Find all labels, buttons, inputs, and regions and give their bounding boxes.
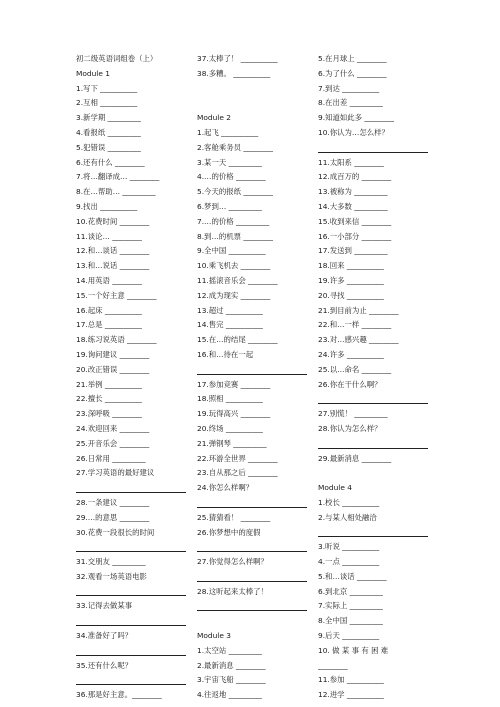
- answer-line: [197, 496, 315, 511]
- spacer: [197, 96, 315, 111]
- section-heading: Module 2: [197, 113, 231, 123]
- vocab-item: 28.一条建议 ________: [76, 497, 150, 507]
- vocab-item: 26.你在干什么啊？: [318, 379, 382, 389]
- vocab-item: 23.深呼吸 ________: [76, 409, 142, 419]
- vocab-item: 20.终场 __________: [197, 423, 263, 433]
- vocab-item: 6.到北京 _________: [318, 586, 383, 596]
- vocab-item: 10.乘飞机去 ________: [197, 261, 271, 271]
- vocab-item: 25.猜猜看！ ________: [197, 512, 271, 522]
- vocab-item: 4.往返地 _________: [197, 690, 262, 700]
- vocab-item: 28.你认为怎么样？: [318, 423, 382, 433]
- vocab-item: 2.互相 __________: [76, 98, 138, 108]
- vocab-item: 9.全中国 __________: [197, 246, 266, 256]
- vocab-item: 7.实际上 _________: [318, 601, 383, 611]
- vocab-item: 22.和…一样 ________: [318, 320, 392, 330]
- vocab-item: 3.听说 __________: [318, 542, 380, 552]
- vocab-item: 34.准备好了吗？: [76, 631, 133, 641]
- vocab-item: 7.将…翻译成… ________: [76, 172, 160, 182]
- vocab-item: 24.欢迎回来 ________: [76, 423, 150, 433]
- vocab-item: 12.进学 __________: [318, 690, 384, 700]
- vocab-item: 19.许多 __________: [318, 275, 384, 285]
- vocab-item: 4.看报纸 _________: [76, 127, 141, 137]
- vocab-item: 1.写下 __________: [76, 83, 138, 93]
- answer-line: [318, 437, 436, 452]
- vocab-item: 3.宇宙飞船 ________: [197, 675, 266, 685]
- spacer: [197, 614, 315, 629]
- vocab-item: 14.大多数 _________: [318, 201, 388, 211]
- vocab-item: 17.参加竞赛 ________: [197, 379, 271, 389]
- vocab-item: 10.花费时间 ________: [76, 216, 150, 226]
- vocab-item: 8.在…帮助… _________: [76, 187, 156, 197]
- vocab-item: 11.参加 __________: [318, 675, 384, 685]
- vocab-item: 13.超过 __________: [197, 305, 263, 315]
- vocab-item: 15.一个好主意 ________: [76, 290, 157, 300]
- vocab-item: 7.到达 __________: [318, 83, 380, 93]
- vocab-item: 25.开音乐会 ________: [76, 438, 150, 448]
- vocab-item: 11.太阳系 ________: [318, 157, 384, 167]
- vocab-item: 2.最新消息 ________: [197, 660, 266, 670]
- vocab-item: 12.成为现实 ________: [197, 290, 271, 300]
- vocab-item: 5.和…谈话 ________: [318, 571, 387, 581]
- vocab-item: 4.…的价格 ________: [197, 172, 266, 182]
- vocab-item: 14.用英语 ________: [76, 275, 142, 285]
- vocab-item: 37.太棒了！ __________: [197, 54, 278, 63]
- section-heading: 初二级英语词组卷（上）: [76, 54, 158, 63]
- vocab-item: 27.你觉得怎么样啊？: [197, 557, 268, 567]
- section-heading: Module 1: [76, 68, 110, 78]
- vocab-item: 35.还有什么呢？: [76, 660, 133, 670]
- answer-line: [76, 644, 194, 659]
- vocab-item: 16.起床 __________: [76, 305, 142, 315]
- vocab-item: 9.找出 __________: [76, 201, 138, 211]
- vocab-item: 1.太空站 _________: [197, 645, 262, 655]
- vocab-item: 29.最新消息 ________: [318, 453, 392, 463]
- vocab-item: 1.起飞 __________: [197, 127, 259, 137]
- vocab-item: 5.在月球上 ________: [318, 54, 387, 63]
- vocab-item: 15.收到来信 ________: [318, 216, 392, 226]
- vocab-item: 18.回来 __________: [318, 261, 384, 271]
- vocab-item: 4.一点 __________: [318, 557, 380, 567]
- vocab-item: 8.在出差 _________: [318, 98, 383, 108]
- vocab-item: 28.这听起来太棒了！: [197, 586, 268, 596]
- vocab-item: 14.售完 __________: [197, 320, 263, 330]
- vocab-item: 27.别慌！ _________: [318, 409, 388, 419]
- vocab-item: 5.今天的报纸 ________: [197, 187, 273, 197]
- spacer: [197, 82, 315, 97]
- vocab-item: 15.在…的结尾 ________: [197, 335, 278, 345]
- vocab-item: 26.你梦想中的度假: [197, 527, 261, 537]
- vocab-item: 23.自从那之后 ________: [197, 468, 278, 478]
- vocab-item: 11.谈论… ________: [76, 231, 142, 241]
- vocab-item: 8.全中国 _________: [318, 616, 383, 626]
- vocab-item: 29.…的意思 ________: [76, 512, 150, 522]
- vocab-item: ________: [318, 660, 348, 670]
- vocab-item: 6.还有什么 ________: [76, 157, 145, 167]
- vocab-item: 6.为了什么 ________: [318, 68, 387, 78]
- vocab-item: 2.与某人相处融洽: [318, 512, 377, 522]
- vocab-item: 30.花费一段很长的时间: [76, 527, 155, 537]
- vocab-item: 20.改正错误 ________: [76, 364, 150, 374]
- section-heading: Module 3: [197, 631, 231, 641]
- vocab-item: 24.你怎么样啊？: [197, 483, 254, 493]
- vocab-item: 12.和…谈话 ________: [76, 246, 150, 256]
- vocab-item: 17.发送到 _________: [318, 246, 388, 256]
- vocab-item: 11.摇滚音乐会 ________: [197, 275, 278, 285]
- vocab-item: 16.一小部分 ________: [318, 231, 392, 241]
- column-1: [76, 52, 194, 703]
- vocab-item: 12.成百万的 ________: [318, 172, 392, 182]
- vocab-item: 19.玩得高兴 ________: [197, 409, 271, 419]
- column-3: [318, 52, 436, 703]
- answer-line: [197, 540, 315, 555]
- section-heading: Module 4: [318, 483, 352, 493]
- answer-line: [197, 570, 315, 585]
- vocab-item: 31.交朋友 _________: [76, 557, 146, 567]
- answer-line: [76, 614, 194, 629]
- vocab-item: 26.日常用 _________: [76, 453, 146, 463]
- vocab-item: 13.被称为 _________: [318, 187, 388, 197]
- answer-line: [197, 363, 315, 378]
- vocab-item: 21.弹钢琴 _________: [197, 438, 267, 448]
- vocab-item: 9.后天 __________: [318, 631, 380, 641]
- vocab-item: 22.擅长 __________: [76, 394, 142, 404]
- vocab-item: 13.和…说话 ________: [76, 261, 150, 271]
- vocab-item: 23.对…感兴趣 ________: [318, 335, 399, 345]
- vocab-item: 21.到目前为止 ________: [318, 305, 399, 315]
- vocab-item: 20.寻找 __________: [318, 290, 384, 300]
- vocab-item: 10. 做 某 事 有 困 难: [318, 645, 389, 655]
- vocab-item: 18.照相 __________: [197, 394, 263, 404]
- answer-line: [318, 392, 436, 407]
- vocab-item: 2.客舱乘务员 ________: [197, 142, 273, 152]
- vocab-item: 1.校长 __________: [318, 497, 380, 507]
- answer-line: [76, 585, 194, 600]
- vocab-item: 38.多糟。 __________: [197, 68, 271, 78]
- vocab-item: 19.询问建议 ________: [76, 349, 150, 359]
- vocab-item: 3.新学期 _________: [76, 113, 141, 123]
- vocab-item: 22.环游全世界 ________: [197, 453, 278, 463]
- vocab-item: 3.某一天 _________: [197, 157, 262, 167]
- vocab-item: 36.那是好主意。________: [76, 690, 162, 700]
- answer-line: [318, 526, 436, 541]
- vocab-item: 17.总是 __________: [76, 320, 142, 330]
- spacer: [318, 466, 436, 481]
- column-2: [197, 52, 315, 703]
- vocab-item: 10.你认为…怎么样？: [318, 127, 389, 137]
- vocab-item: 7.…的价格 _________: [197, 216, 270, 226]
- vocab-item: 24.许多 __________: [318, 349, 384, 359]
- answer-line: [76, 673, 194, 688]
- vocab-item: 8.到…的机票 ________: [197, 231, 273, 241]
- answer-line: [197, 599, 315, 614]
- answer-line: [76, 481, 194, 496]
- vocab-item: 33.记得去做某事: [76, 601, 133, 611]
- vocab-item: 18.练习说英语 ________: [76, 335, 157, 345]
- answer-line: [318, 141, 436, 156]
- vocab-item: 5.犯错误 _________: [76, 142, 141, 152]
- vocab-item: 6.梦到… _________: [197, 201, 262, 211]
- answer-line: [76, 540, 194, 555]
- vocab-item: 27.学习英语的最好建议: [76, 468, 155, 478]
- vocab-item: 21.举例 __________: [76, 379, 142, 389]
- vocab-item: 9.知道如此多 ________: [318, 113, 394, 123]
- vocab-item: 25.以…命名 ________: [318, 364, 392, 374]
- vocab-item: 16.和…待在一起: [197, 349, 254, 359]
- vocab-item: 32.观看一场英语电影: [76, 571, 147, 581]
